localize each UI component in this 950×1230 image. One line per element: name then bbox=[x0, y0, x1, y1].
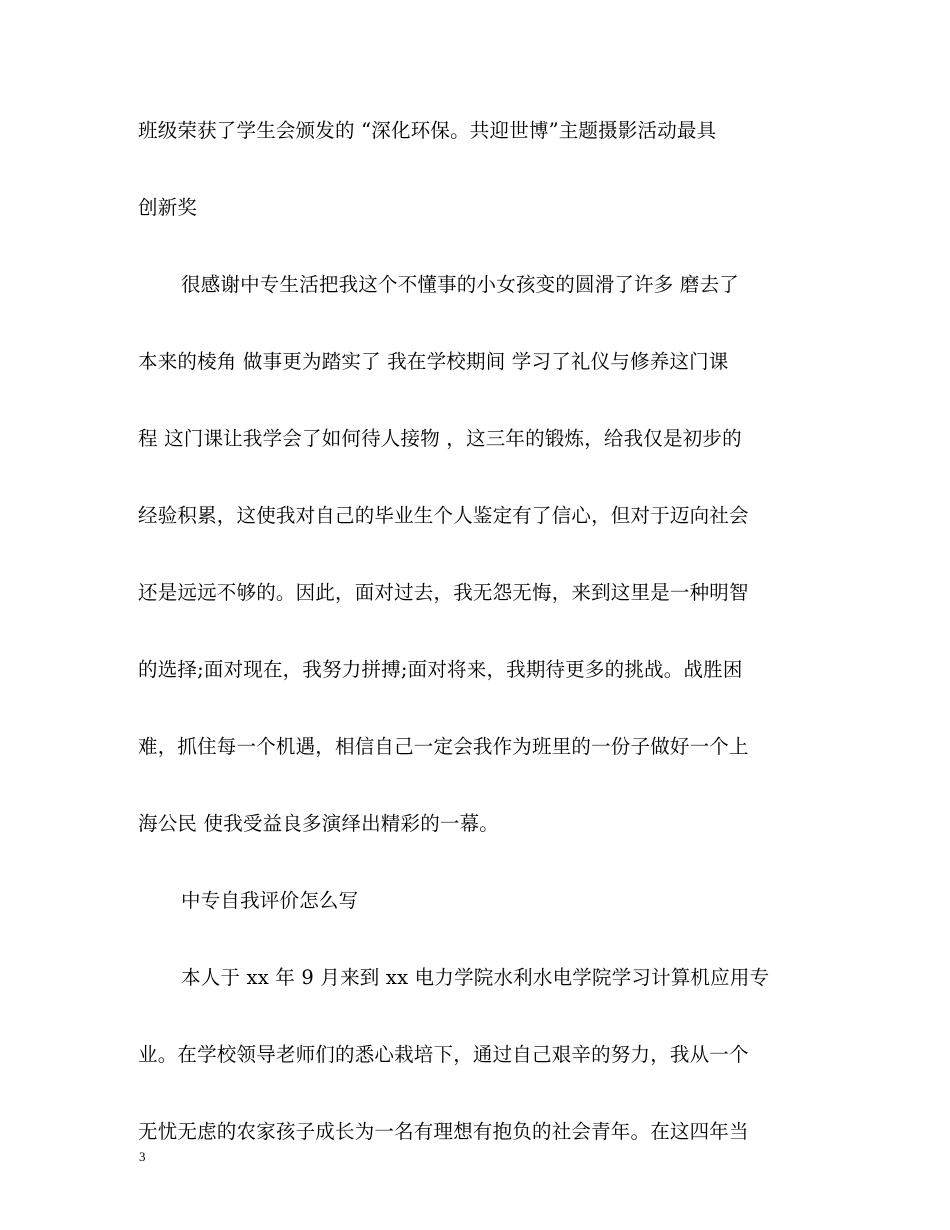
text-line-4: 本来的棱角 做事更为踏实了 我在学校期间 学习了礼仪与修养这门课 bbox=[138, 350, 729, 373]
text-line-5: 程 这门课让我学会了如何待人接物 ，这三年的锻炼，给我仅是初步的 bbox=[138, 427, 742, 450]
text-line-10: 海公民 使我受益良多演绎出精彩的一幕。 bbox=[138, 812, 499, 835]
text-line-1: 班级荣获了学生会颁发的 “深化环保。共迎世博”主题摄影活动最具 bbox=[138, 119, 717, 142]
page-number: 3 bbox=[139, 1149, 146, 1164]
text-line-13: 业。在学校领导老师们的悉心栽培下，通过自己艰辛的努力，我从一个 bbox=[138, 1043, 749, 1066]
text-line-3: 很感谢中专生活把我这个不懂事的小女孩变的圆滑了许多 磨去了 bbox=[181, 273, 739, 296]
text-line-6: 经验积累，这使我对自己的毕业生个人鉴定有了信心，但对于迈向社会 bbox=[138, 504, 749, 527]
text-line-8: 的选择;面对现在，我努力拼搏;面对将来，我期待更多的挑战。战胜困 bbox=[138, 658, 743, 681]
text-line-2: 创新奖 bbox=[138, 196, 198, 219]
section-heading: 中专自我评价怎么写 bbox=[181, 889, 359, 912]
text-line-7: 还是远远不够的。因此，面对过去，我无怨无悔，来到这里是一种明智 bbox=[138, 581, 749, 604]
document-body bbox=[138, 118, 828, 1196]
text-line-9: 难，抓住每一个机遇，相信自己一定会我作为班里的一份子做好一个上 bbox=[138, 735, 749, 758]
text-line-12: 本人于 xx 年 9 月来到 xx 电力学院水利水电学院学习计算机应用专 bbox=[181, 966, 770, 989]
text-line-14: 无忧无虑的农家孩子成长为一名有理想有抱负的社会青年。在这四年当 bbox=[138, 1120, 749, 1143]
